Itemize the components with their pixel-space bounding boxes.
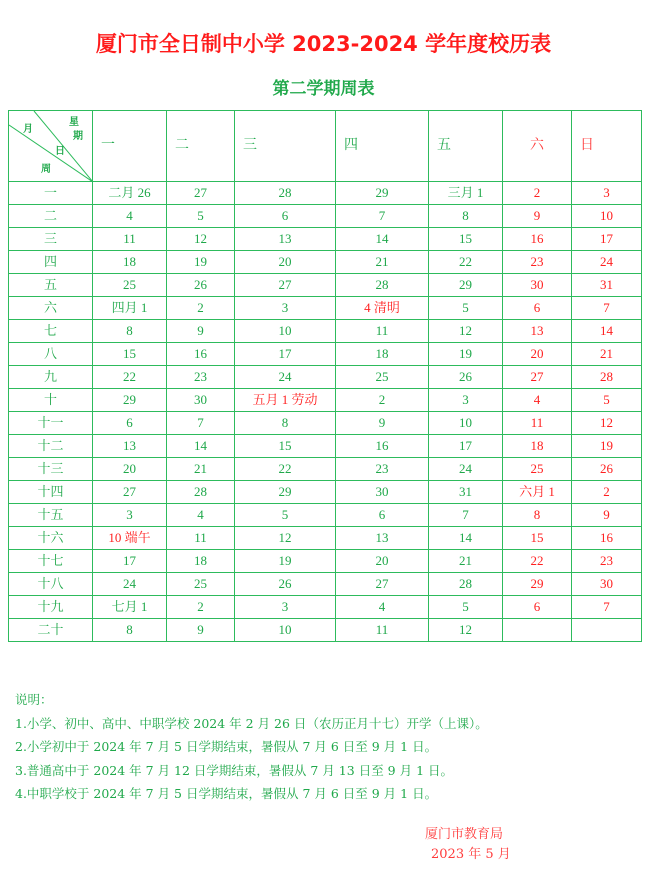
date-cell: 21 [429,550,503,573]
table-row [9,619,642,642]
week-number-cell: 七 [9,320,93,343]
date-cell: 2 [336,389,429,412]
date-cell: 20 [93,458,167,481]
table-row [9,504,642,527]
date-cell: 4 [167,504,235,527]
date-cell: 17 [572,228,642,251]
date-cell: 7 [572,596,642,619]
date-cell: 21 [167,458,235,481]
date-cell: 13 [235,228,336,251]
date-cell: 9 [167,619,235,642]
date-cell: 30 [336,481,429,504]
date-cell: 9 [167,320,235,343]
date-cell: 20 [235,251,336,274]
date-cell: 25 [336,366,429,389]
date-cell: 4 [93,205,167,228]
date-cell: 5 [429,297,503,320]
table-row [9,274,642,297]
date-cell: 29 [93,389,167,412]
date-cell: 14 [167,435,235,458]
date-cell: 29 [336,182,429,205]
date-cell: 25 [503,458,572,481]
date-cell: 30 [572,573,642,596]
date-cell: 7 [429,504,503,527]
corner-day-label: 日 [55,146,65,157]
col-header-wed: 三 [235,111,336,182]
date-cell: 6 [503,596,572,619]
col-header-tue: 二 [167,111,235,182]
date-cell: 6 [93,412,167,435]
date-cell: 16 [572,527,642,550]
date-cell: 18 [336,343,429,366]
note-item: 2.小学初中于 2024 年 7 月 5 日学期结束，暑假从 7 月 6 日至 9 月 1 日。 [15,739,438,754]
date-cell: 24 [572,251,642,274]
week-number-cell: 三 [9,228,93,251]
table-row [9,251,642,274]
date-cell: 12 [572,412,642,435]
date-cell: 15 [503,527,572,550]
date-cell: 2 [503,182,572,205]
date-cell: 13 [503,320,572,343]
date-cell: 27 [167,182,235,205]
date-cell: 5 [572,389,642,412]
date-cell: 9 [572,504,642,527]
diagonal-lines-icon [9,111,93,182]
date-cell: 18 [93,251,167,274]
table-row [9,297,642,320]
date-cell: 12 [167,228,235,251]
date-cell: 25 [167,573,235,596]
table-row [9,435,642,458]
notes-heading: 说明： [15,692,53,707]
date-cell: 19 [429,343,503,366]
week-number-cell: 十六 [9,527,93,550]
date-cell: 18 [167,550,235,573]
date-cell: 23 [167,366,235,389]
week-number-cell: 十二 [9,435,93,458]
issue-date: 2023 年 5 月 [431,847,511,862]
calendar-body [9,182,642,642]
date-cell: 3 [235,596,336,619]
date-cell: 三月 1 [429,182,503,205]
date-cell: 4 [336,596,429,619]
calendar-table [8,110,642,642]
week-number-cell: 十九 [9,596,93,619]
date-cell: 28 [167,481,235,504]
date-cell: 29 [235,481,336,504]
date-cell: 26 [572,458,642,481]
note-item: 1.小学、初中、高中、中职学校 2024 年 2 月 26 日（农历正月十七）开学（上课）。 [15,715,488,731]
date-cell: 二月 26 [93,182,167,205]
date-cell: 23 [503,251,572,274]
table-row [9,458,642,481]
date-cell: 6 [503,297,572,320]
date-cell: 31 [572,274,642,297]
date-cell: 21 [336,251,429,274]
table-row [9,205,642,228]
date-cell: 12 [429,619,503,642]
week-number-cell: 八 [9,343,93,366]
col-header-sun: 日 [572,111,642,182]
date-cell: 9 [336,412,429,435]
table-row [9,182,642,205]
date-cell: 16 [167,343,235,366]
week-number-cell: 二十 [9,619,93,642]
date-cell: 27 [235,274,336,297]
date-cell: 七月 1 [93,596,167,619]
date-cell: 13 [93,435,167,458]
date-cell: 14 [572,320,642,343]
date-cell: 7 [167,412,235,435]
table-row [9,320,642,343]
date-cell: 11 [93,228,167,251]
week-number-cell: 五 [9,274,93,297]
date-cell: 30 [503,274,572,297]
date-cell: 11 [336,619,429,642]
date-cell: 26 [235,573,336,596]
date-cell: 26 [429,366,503,389]
date-cell: 9 [503,205,572,228]
col-header-fri: 五 [429,111,503,182]
date-cell: 24 [429,458,503,481]
date-cell: 28 [336,274,429,297]
date-cell: 13 [336,527,429,550]
date-cell: 11 [336,320,429,343]
date-cell: 15 [93,343,167,366]
date-cell: 四月 1 [93,297,167,320]
date-cell: 6 [336,504,429,527]
date-cell: 7 [336,205,429,228]
date-cell: 17 [429,435,503,458]
date-cell: 22 [235,458,336,481]
date-cell: 5 [167,205,235,228]
date-cell: 28 [235,182,336,205]
date-cell: 11 [167,527,235,550]
table-row [9,343,642,366]
date-cell: 14 [336,228,429,251]
date-cell: 2 [167,596,235,619]
table-row [9,228,642,251]
date-cell: 8 [93,619,167,642]
date-cell: 5 [235,504,336,527]
date-cell: 2 [572,481,642,504]
table-row [9,596,642,619]
table-row [9,412,642,435]
note-item: 4.中职学校于 2024 年 7 月 5 日学期结束，暑假从 7 月 6 日至 9 月 1 日。 [15,786,438,801]
corner-month-label: 月 [23,124,33,135]
date-cell: 8 [93,320,167,343]
table-row [9,389,642,412]
date-cell: 27 [93,481,167,504]
date-cell: 25 [93,274,167,297]
date-cell: 4 [503,389,572,412]
note-item: 3.普通高中于 2024 年 7 月 12 日学期结束，暑假从 7 月 13 日至 9 月 1 日。 [15,762,453,778]
date-cell: 3 [93,504,167,527]
date-cell: 5 [429,596,503,619]
page-subtitle: 第二学期周表 [272,79,375,99]
week-number-cell: 二 [9,205,93,228]
date-cell: 24 [235,366,336,389]
date-cell: 28 [429,573,503,596]
table-row [9,550,642,573]
date-cell: 12 [235,527,336,550]
table-row [9,527,642,550]
notes-section [15,688,488,806]
holiday-cell: 10 端午 [93,527,167,550]
date-cell: 3 [572,182,642,205]
date-cell [503,619,572,642]
date-cell: 16 [503,228,572,251]
date-cell: 2 [167,297,235,320]
date-cell: 7 [572,297,642,320]
date-cell: 12 [429,320,503,343]
week-number-cell: 十三 [9,458,93,481]
table-row [9,573,642,596]
week-number-cell: 十五 [9,504,93,527]
date-cell: 17 [235,343,336,366]
date-cell: 10 [429,412,503,435]
date-cell: 29 [503,573,572,596]
holiday-cell: 4 清明 [336,297,429,320]
date-cell: 8 [235,412,336,435]
week-number-cell: 一 [9,182,93,205]
corner-week-label: 周 [41,164,51,175]
date-cell: 10 [235,320,336,343]
date-cell: 6 [235,205,336,228]
date-cell: 28 [572,366,642,389]
date-cell: 22 [429,251,503,274]
date-cell: 22 [93,366,167,389]
date-cell: 14 [429,527,503,550]
date-cell: 11 [503,412,572,435]
header-row [9,111,642,182]
date-cell: 23 [572,550,642,573]
date-cell: 19 [167,251,235,274]
date-cell: 10 [572,205,642,228]
corner-weekday-label-2: 期 [73,131,83,142]
week-number-cell: 十四 [9,481,93,504]
table-row [9,366,642,389]
date-cell: 15 [429,228,503,251]
date-cell: 29 [429,274,503,297]
week-number-cell: 六 [9,297,93,320]
col-header-thu: 四 [336,111,429,182]
date-cell: 8 [429,205,503,228]
date-cell: 21 [572,343,642,366]
col-header-sat: 六 [503,111,572,182]
week-number-cell: 十七 [9,550,93,573]
corner-cell [9,111,93,182]
table-row [9,481,642,504]
date-cell: 24 [93,573,167,596]
date-cell: 18 [503,435,572,458]
corner-weekday-label-1: 星 [69,117,79,128]
date-cell: 27 [336,573,429,596]
date-cell: 30 [167,389,235,412]
signature-block [425,825,511,865]
date-cell: 22 [503,550,572,573]
date-cell: 17 [93,550,167,573]
holiday-cell: 五月 1 劳动 [235,389,336,412]
date-cell: 15 [235,435,336,458]
date-cell: 27 [503,366,572,389]
week-number-cell: 四 [9,251,93,274]
date-cell: 20 [336,550,429,573]
date-cell: 20 [503,343,572,366]
date-cell: 3 [235,297,336,320]
issuer-name: 厦门市教育局 [425,827,504,842]
page-title: 厦门市全日制中小学 2023-2024 学年度校历表 [95,32,552,56]
date-cell: 23 [336,458,429,481]
week-number-cell: 十八 [9,573,93,596]
date-cell [572,619,642,642]
date-cell: 10 [235,619,336,642]
date-cell: 8 [503,504,572,527]
week-number-cell: 十一 [9,412,93,435]
date-cell: 六月 1 [503,481,572,504]
col-header-mon: 一 [93,111,167,182]
date-cell: 3 [429,389,503,412]
date-cell: 26 [167,274,235,297]
date-cell: 19 [572,435,642,458]
week-number-cell: 十 [9,389,93,412]
date-cell: 19 [235,550,336,573]
week-number-cell: 九 [9,366,93,389]
date-cell: 16 [336,435,429,458]
date-cell: 31 [429,481,503,504]
